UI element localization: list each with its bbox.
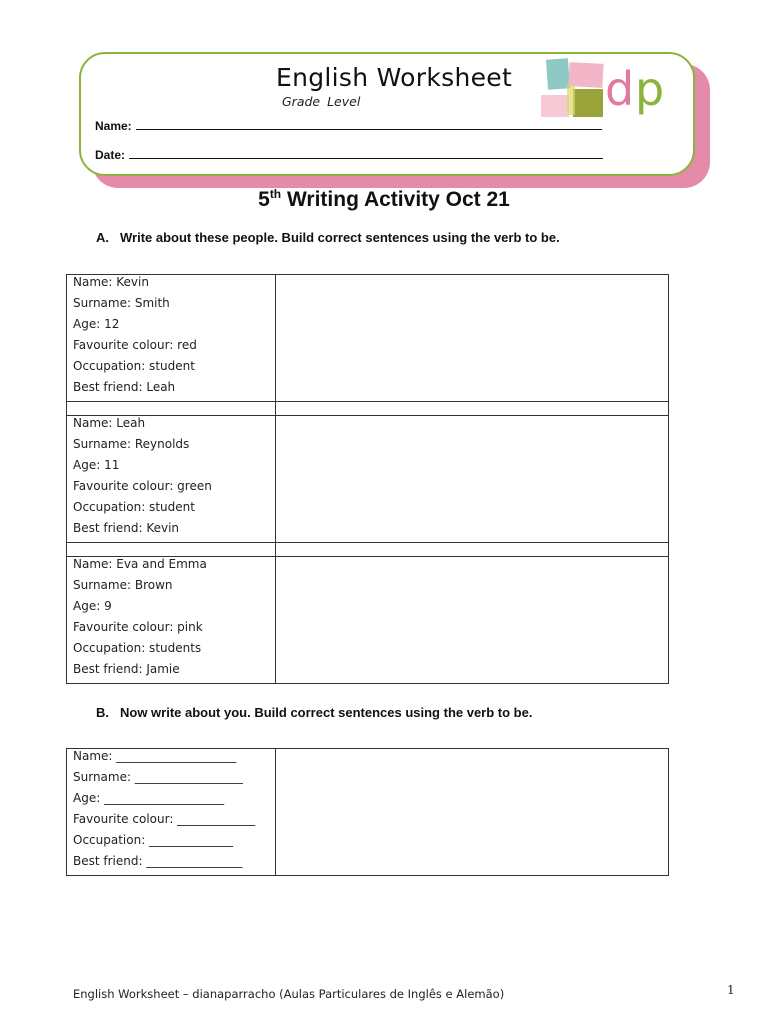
- worksheet-title: English Worksheet: [276, 63, 513, 92]
- info-line: Age: 12: [73, 317, 120, 331]
- writing-area[interactable]: [276, 557, 669, 684]
- section-a-text: Write about these people. Build correct sentences using the verb to be.: [120, 230, 560, 245]
- section-b-instruction: [96, 705, 532, 720]
- info-line: Occupation: students: [73, 641, 202, 655]
- info-line: Name: Kevin: [73, 275, 149, 289]
- info-line: Surname: Smith: [73, 296, 170, 310]
- section-b-text: Now write about you. Build correct sentences using the verb to be.: [120, 705, 533, 720]
- info-line: Surname: Reynolds: [73, 437, 190, 451]
- section-a-instruction: [96, 230, 560, 245]
- dp-logo: [537, 55, 677, 123]
- info-line: Surname: Brown: [73, 578, 173, 592]
- info-line: Name: ____________________: [73, 749, 237, 763]
- info-line: Age: 9: [73, 599, 112, 613]
- info-line: Best friend: ________________: [73, 854, 243, 868]
- info-line: Best friend: Kevin: [73, 521, 180, 535]
- info-line: Occupation: ______________: [73, 833, 234, 847]
- spacer-row: [67, 543, 669, 557]
- info-line: Favourite colour: green: [73, 479, 212, 493]
- date-field[interactable]: [95, 148, 603, 162]
- info-line: Best friend: Jamie: [73, 662, 180, 676]
- person-row-leah: [67, 416, 669, 543]
- name-line[interactable]: [136, 119, 602, 130]
- grade-level: Grade Level: [282, 94, 361, 109]
- person-row-kevin: [67, 275, 669, 402]
- spacer-row: [67, 402, 669, 416]
- section-a-table: [66, 274, 669, 684]
- info-line: Age: 11: [73, 458, 120, 472]
- writing-area[interactable]: [276, 275, 669, 402]
- info-line: Age: ____________________: [73, 791, 225, 805]
- page-number: 1: [727, 983, 735, 997]
- person-info: [67, 275, 276, 402]
- info-line: Favourite colour: red: [73, 338, 197, 352]
- info-line: Name: Eva and Emma: [73, 557, 207, 571]
- writing-area[interactable]: [276, 416, 669, 543]
- date-line[interactable]: [129, 148, 603, 159]
- info-line: Occupation: student: [73, 500, 195, 514]
- info-line: Occupation: student: [73, 359, 195, 373]
- info-line: Surname: __________________: [73, 770, 243, 784]
- logo-lettering-p: p: [635, 62, 665, 116]
- logo-lettering: d: [605, 62, 635, 116]
- info-line: Best friend: Leah: [73, 380, 176, 394]
- name-label: Name:: [95, 119, 132, 133]
- section-b-table: [66, 748, 669, 876]
- footer-text: English Worksheet – dianaparracho (Aulas Particulares de Inglês e Alemão): [73, 987, 505, 1001]
- title-number: 5: [258, 188, 270, 211]
- section-a-letter: A.: [96, 230, 109, 245]
- activity-title: [0, 187, 768, 212]
- title-rest: Writing Activity Oct 21: [281, 188, 510, 211]
- self-row: [67, 749, 669, 876]
- person-info: [67, 557, 276, 684]
- date-label: Date:: [95, 148, 126, 162]
- name-field[interactable]: [95, 119, 602, 133]
- section-b-letter: B.: [96, 705, 109, 720]
- person-row-eva-emma: [67, 557, 669, 684]
- person-info: [67, 416, 276, 543]
- self-info: [67, 749, 276, 876]
- info-line: Name: Leah: [73, 416, 146, 430]
- info-line: Favourite colour: _____________: [73, 812, 256, 826]
- info-line: Favourite colour: pink: [73, 620, 203, 634]
- writing-area[interactable]: [276, 749, 669, 876]
- title-superscript: th: [269, 187, 282, 201]
